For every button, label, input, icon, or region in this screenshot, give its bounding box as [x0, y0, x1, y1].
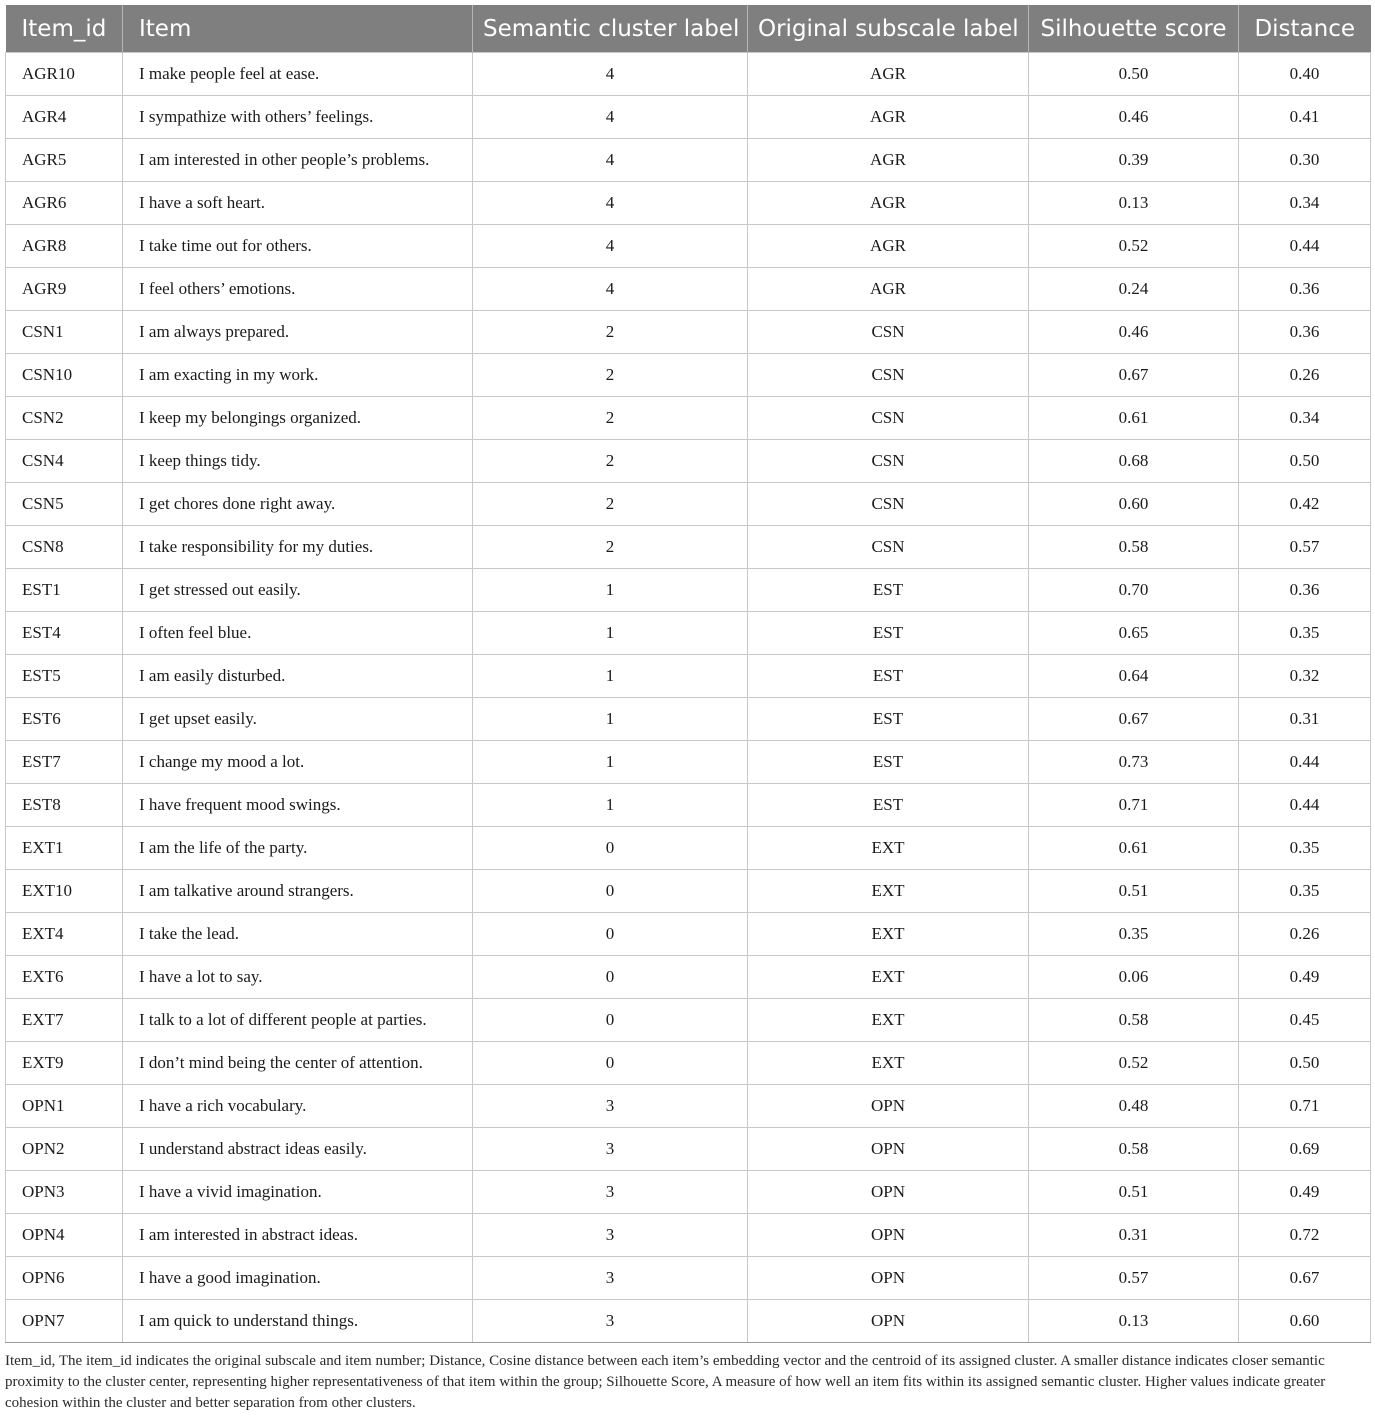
cell-silhouette-score: 0.73: [1029, 741, 1239, 784]
cell-semantic-cluster-label: 4: [473, 53, 748, 96]
cell-original-subscale-label: EST: [748, 569, 1029, 612]
cell-item: I get stressed out easily.: [123, 569, 473, 612]
cell-item: I understand abstract ideas easily.: [123, 1128, 473, 1171]
cell-item: I am quick to understand things.: [123, 1300, 473, 1343]
cell-item-id: CSN10: [6, 354, 123, 397]
cell-original-subscale-label: EXT: [748, 827, 1029, 870]
cell-distance: 0.40: [1239, 53, 1371, 96]
cell-original-subscale-label: EST: [748, 655, 1029, 698]
table-row: [6, 483, 1371, 526]
cell-original-subscale-label: AGR: [748, 225, 1029, 268]
cell-semantic-cluster-label: 0: [473, 956, 748, 999]
cell-semantic-cluster-label: 4: [473, 225, 748, 268]
cell-original-subscale-label: CSN: [748, 397, 1029, 440]
cell-distance: 0.44: [1239, 741, 1371, 784]
cell-distance: 0.50: [1239, 1042, 1371, 1085]
cell-semantic-cluster-label: 4: [473, 268, 748, 311]
cell-item-id: CSN8: [6, 526, 123, 569]
cell-item-id: CSN1: [6, 311, 123, 354]
table-row: [6, 53, 1371, 96]
cell-item: I am always prepared.: [123, 311, 473, 354]
cell-item: I change my mood a lot.: [123, 741, 473, 784]
cell-silhouette-score: 0.52: [1029, 225, 1239, 268]
cell-item-id: EXT10: [6, 870, 123, 913]
cell-item: I am the life of the party.: [123, 827, 473, 870]
cell-item: I take time out for others.: [123, 225, 473, 268]
cell-item-id: AGR5: [6, 139, 123, 182]
table-row: [6, 225, 1371, 268]
table-row: [6, 440, 1371, 483]
cell-distance: 0.42: [1239, 483, 1371, 526]
cell-item: I get upset easily.: [123, 698, 473, 741]
table-row: [6, 96, 1371, 139]
cell-item-id: EXT6: [6, 956, 123, 999]
cell-silhouette-score: 0.57: [1029, 1257, 1239, 1300]
cell-item: I have a rich vocabulary.: [123, 1085, 473, 1128]
table-row: [6, 1214, 1371, 1257]
cell-semantic-cluster-label: 2: [473, 526, 748, 569]
cell-silhouette-score: 0.71: [1029, 784, 1239, 827]
table-row: [6, 182, 1371, 225]
cell-original-subscale-label: EST: [748, 698, 1029, 741]
table-row: [6, 698, 1371, 741]
cell-original-subscale-label: OPN: [748, 1300, 1029, 1343]
cell-original-subscale-label: AGR: [748, 139, 1029, 182]
cell-semantic-cluster-label: 1: [473, 741, 748, 784]
cell-distance: 0.49: [1239, 1171, 1371, 1214]
cell-silhouette-score: 0.31: [1029, 1214, 1239, 1257]
cell-item: I have a soft heart.: [123, 182, 473, 225]
cell-distance: 0.36: [1239, 569, 1371, 612]
cell-item-id: OPN2: [6, 1128, 123, 1171]
cell-item: I keep my belongings organized.: [123, 397, 473, 440]
cell-item: I am easily disturbed.: [123, 655, 473, 698]
header-semantic-cluster-label: Semantic cluster label: [473, 5, 748, 53]
cell-item-id: AGR9: [6, 268, 123, 311]
cell-original-subscale-label: EXT: [748, 870, 1029, 913]
cell-silhouette-score: 0.58: [1029, 1128, 1239, 1171]
cell-item-id: EST4: [6, 612, 123, 655]
cell-item-id: AGR6: [6, 182, 123, 225]
cell-item: I am interested in other people’s problems.: [123, 139, 473, 182]
cell-item: I am exacting in my work.: [123, 354, 473, 397]
cell-original-subscale-label: AGR: [748, 96, 1029, 139]
cell-item-id: CSN4: [6, 440, 123, 483]
cell-semantic-cluster-label: 4: [473, 182, 748, 225]
cell-item-id: EXT7: [6, 999, 123, 1042]
cell-semantic-cluster-label: 1: [473, 655, 748, 698]
cell-distance: 0.36: [1239, 311, 1371, 354]
cell-silhouette-score: 0.35: [1029, 913, 1239, 956]
cell-item-id: EST7: [6, 741, 123, 784]
table-row: [6, 1257, 1371, 1300]
table-row: [6, 311, 1371, 354]
cell-distance: 0.41: [1239, 96, 1371, 139]
cell-distance: 0.34: [1239, 182, 1371, 225]
cell-item-id: CSN5: [6, 483, 123, 526]
cell-semantic-cluster-label: 3: [473, 1257, 748, 1300]
cell-item: I keep things tidy.: [123, 440, 473, 483]
cell-item-id: EXT1: [6, 827, 123, 870]
cell-item-id: EXT9: [6, 1042, 123, 1085]
cell-distance: 0.35: [1239, 827, 1371, 870]
cell-original-subscale-label: EXT: [748, 956, 1029, 999]
cell-original-subscale-label: AGR: [748, 182, 1029, 225]
cell-item-id: OPN4: [6, 1214, 123, 1257]
cell-original-subscale-label: AGR: [748, 268, 1029, 311]
cell-silhouette-score: 0.61: [1029, 827, 1239, 870]
cell-semantic-cluster-label: 1: [473, 612, 748, 655]
cell-distance: 0.57: [1239, 526, 1371, 569]
cell-distance: 0.26: [1239, 913, 1371, 956]
header-original-subscale-label: Original subscale label: [748, 5, 1029, 53]
cell-distance: 0.71: [1239, 1085, 1371, 1128]
cell-silhouette-score: 0.50: [1029, 53, 1239, 96]
cell-item: I have frequent mood swings.: [123, 784, 473, 827]
cell-semantic-cluster-label: 0: [473, 913, 748, 956]
cell-distance: 0.49: [1239, 956, 1371, 999]
cell-original-subscale-label: EST: [748, 784, 1029, 827]
table-row: [6, 354, 1371, 397]
cell-original-subscale-label: CSN: [748, 311, 1029, 354]
table-row: [6, 1085, 1371, 1128]
cell-distance: 0.44: [1239, 784, 1371, 827]
cell-semantic-cluster-label: 4: [473, 139, 748, 182]
cell-distance: 0.35: [1239, 612, 1371, 655]
table-row: [6, 999, 1371, 1042]
cell-item-id: EST5: [6, 655, 123, 698]
cell-distance: 0.69: [1239, 1128, 1371, 1171]
table-row: [6, 741, 1371, 784]
cell-silhouette-score: 0.48: [1029, 1085, 1239, 1128]
cell-distance: 0.32: [1239, 655, 1371, 698]
cell-silhouette-score: 0.67: [1029, 698, 1239, 741]
cell-item: I feel others’ emotions.: [123, 268, 473, 311]
cell-item-id: OPN7: [6, 1300, 123, 1343]
cell-original-subscale-label: EXT: [748, 1042, 1029, 1085]
table-row: [6, 1300, 1371, 1343]
table-row: [6, 139, 1371, 182]
cell-original-subscale-label: OPN: [748, 1171, 1029, 1214]
cell-semantic-cluster-label: 2: [473, 397, 748, 440]
cell-item: I talk to a lot of different people at parties.: [123, 999, 473, 1042]
cell-semantic-cluster-label: 1: [473, 698, 748, 741]
cell-semantic-cluster-label: 3: [473, 1300, 748, 1343]
table-row: [6, 870, 1371, 913]
cell-silhouette-score: 0.13: [1029, 182, 1239, 225]
cell-silhouette-score: 0.13: [1029, 1300, 1239, 1343]
cell-item: I take the lead.: [123, 913, 473, 956]
cell-item: I have a lot to say.: [123, 956, 473, 999]
cell-original-subscale-label: CSN: [748, 440, 1029, 483]
cell-distance: 0.44: [1239, 225, 1371, 268]
header-item: Item: [123, 5, 473, 53]
cell-silhouette-score: 0.51: [1029, 870, 1239, 913]
cell-item-id: EST6: [6, 698, 123, 741]
cell-original-subscale-label: EXT: [748, 913, 1029, 956]
cell-item: I have a good imagination.: [123, 1257, 473, 1300]
cell-silhouette-score: 0.46: [1029, 311, 1239, 354]
cell-item: I sympathize with others’ feelings.: [123, 96, 473, 139]
cell-distance: 0.34: [1239, 397, 1371, 440]
cell-silhouette-score: 0.64: [1029, 655, 1239, 698]
table-row: [6, 913, 1371, 956]
cell-semantic-cluster-label: 0: [473, 1042, 748, 1085]
cell-semantic-cluster-label: 2: [473, 311, 748, 354]
table-row: [6, 569, 1371, 612]
cell-original-subscale-label: EST: [748, 612, 1029, 655]
cell-distance: 0.35: [1239, 870, 1371, 913]
cell-item: I don’t mind being the center of attention.: [123, 1042, 473, 1085]
cell-semantic-cluster-label: 0: [473, 999, 748, 1042]
table-row: [6, 784, 1371, 827]
cell-silhouette-score: 0.52: [1029, 1042, 1239, 1085]
cell-item: I am interested in abstract ideas.: [123, 1214, 473, 1257]
cell-distance: 0.67: [1239, 1257, 1371, 1300]
cell-original-subscale-label: OPN: [748, 1214, 1029, 1257]
cell-item: I get chores done right away.: [123, 483, 473, 526]
cell-semantic-cluster-label: 2: [473, 483, 748, 526]
cell-original-subscale-label: EST: [748, 741, 1029, 784]
header-distance: Distance: [1239, 5, 1371, 53]
cell-silhouette-score: 0.58: [1029, 526, 1239, 569]
table-row: [6, 956, 1371, 999]
table-row: [6, 1128, 1371, 1171]
table-row: [6, 827, 1371, 870]
cell-item-id: EST1: [6, 569, 123, 612]
cell-distance: 0.36: [1239, 268, 1371, 311]
cell-item: I am talkative around strangers.: [123, 870, 473, 913]
cell-silhouette-score: 0.67: [1029, 354, 1239, 397]
table-header-row: [6, 5, 1371, 53]
cell-semantic-cluster-label: 3: [473, 1171, 748, 1214]
cell-item: I often feel blue.: [123, 612, 473, 655]
cell-silhouette-score: 0.06: [1029, 956, 1239, 999]
header-silhouette-score: Silhouette score: [1029, 5, 1239, 53]
cell-original-subscale-label: CSN: [748, 354, 1029, 397]
table-footnote: Item_id, The item_id indicates the original subscale and item number; Distance, Cosine distance between each item’s embedding vector and the centroid of its assigned cluster. A smaller distance indicates closer semantic proximity to the cluster center, representing higher representativeness of that item within the group; Silhouette Score, A measure of how well an item fits within its assigned semantic cluster. Higher values indicate greater cohesion within the cluster and better separation from other clusters.: [5, 1353, 1326, 1411]
cell-item: I have a vivid imagination.: [123, 1171, 473, 1214]
cell-item: I make people feel at ease.: [123, 53, 473, 96]
table-row: [6, 268, 1371, 311]
cell-item-id: EST8: [6, 784, 123, 827]
cell-silhouette-score: 0.61: [1029, 397, 1239, 440]
cell-distance: 0.60: [1239, 1300, 1371, 1343]
cell-item-id: AGR4: [6, 96, 123, 139]
cell-silhouette-score: 0.65: [1029, 612, 1239, 655]
cell-distance: 0.30: [1239, 139, 1371, 182]
cell-item-id: OPN3: [6, 1171, 123, 1214]
table-row: [6, 612, 1371, 655]
cell-semantic-cluster-label: 3: [473, 1214, 748, 1257]
cell-semantic-cluster-label: 2: [473, 354, 748, 397]
cell-silhouette-score: 0.60: [1029, 483, 1239, 526]
cell-item-id: OPN6: [6, 1257, 123, 1300]
cell-semantic-cluster-label: 0: [473, 827, 748, 870]
table-row: [6, 1171, 1371, 1214]
cell-item-id: AGR8: [6, 225, 123, 268]
cell-original-subscale-label: AGR: [748, 53, 1029, 96]
table-row: [6, 1042, 1371, 1085]
cell-semantic-cluster-label: 3: [473, 1085, 748, 1128]
cell-semantic-cluster-label: 1: [473, 569, 748, 612]
cell-silhouette-score: 0.46: [1029, 96, 1239, 139]
cell-original-subscale-label: OPN: [748, 1257, 1029, 1300]
table-row: [6, 655, 1371, 698]
cell-distance: 0.72: [1239, 1214, 1371, 1257]
cell-item-id: OPN1: [6, 1085, 123, 1128]
cell-item-id: EXT4: [6, 913, 123, 956]
cell-silhouette-score: 0.68: [1029, 440, 1239, 483]
cell-semantic-cluster-label: 3: [473, 1128, 748, 1171]
cell-original-subscale-label: OPN: [748, 1128, 1029, 1171]
cell-semantic-cluster-label: 1: [473, 784, 748, 827]
cell-distance: 0.50: [1239, 440, 1371, 483]
cell-item: I take responsibility for my duties.: [123, 526, 473, 569]
cell-distance: 0.31: [1239, 698, 1371, 741]
cell-semantic-cluster-label: 4: [473, 96, 748, 139]
cell-silhouette-score: 0.70: [1029, 569, 1239, 612]
cell-semantic-cluster-label: 0: [473, 870, 748, 913]
cell-semantic-cluster-label: 2: [473, 440, 748, 483]
cell-silhouette-score: 0.51: [1029, 1171, 1239, 1214]
cell-original-subscale-label: EXT: [748, 999, 1029, 1042]
cell-item-id: CSN2: [6, 397, 123, 440]
cell-item-id: AGR10: [6, 53, 123, 96]
header-item-id: Item_id: [6, 5, 123, 53]
cell-original-subscale-label: CSN: [748, 483, 1029, 526]
cell-silhouette-score: 0.39: [1029, 139, 1239, 182]
table-container: [5, 5, 1370, 1414]
cell-silhouette-score: 0.24: [1029, 268, 1239, 311]
cluster-table: [5, 5, 1371, 1343]
table-row: [6, 526, 1371, 569]
table-body: [6, 53, 1371, 1343]
cell-silhouette-score: 0.58: [1029, 999, 1239, 1042]
cell-distance: 0.45: [1239, 999, 1371, 1042]
table-row: [6, 397, 1371, 440]
cell-distance: 0.26: [1239, 354, 1371, 397]
cell-original-subscale-label: OPN: [748, 1085, 1029, 1128]
cell-original-subscale-label: CSN: [748, 526, 1029, 569]
